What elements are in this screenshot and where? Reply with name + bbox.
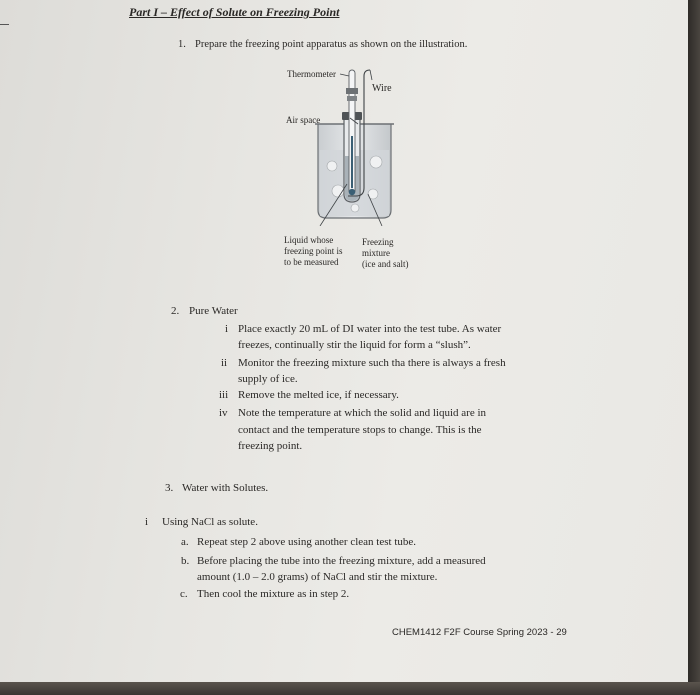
solute-title: Using NaCl as solute. — [162, 516, 258, 528]
solute-item-b-line-2: amount (1.0 – 2.0 grams) of NaCl and stir the mixture. — [197, 571, 438, 583]
step-2-item-iv-line-3: freezing point. — [238, 440, 303, 452]
desk-background-right — [688, 0, 700, 695]
desk-background-bottom — [0, 682, 700, 695]
label-air-space: Air space — [286, 115, 321, 125]
step-2-title: Pure Water — [189, 305, 238, 317]
part-title: Part I – Effect of Solute on Freezing Point — [129, 5, 340, 19]
solute-item-a-number: a. — [181, 536, 189, 548]
solute-item-b-line-1: Before placing the tube into the freezing mixture, add a measured — [197, 555, 486, 567]
apparatus-illustration — [280, 66, 430, 226]
margin-mark — [0, 24, 9, 25]
step-2-item-i-line-2: freezes, continually stir the liquid for form a “slush”. — [238, 339, 471, 351]
solute-item-c-number: c. — [180, 588, 188, 600]
step-2-item-iv-line-2: contact and the temperature stops to change. This is the — [238, 424, 482, 436]
step-3-title: Water with Solutes. — [182, 482, 269, 494]
step-2-item-ii-number: ii — [221, 357, 228, 369]
page-footer: CHEM1412 F2F Course Spring 2023 - 29 — [392, 627, 567, 638]
step-3-number: 3. — [165, 482, 174, 494]
step-2-item-iii-number: iii — [219, 389, 229, 401]
solute-number: i — [145, 516, 149, 528]
step-1-number: 1. — [178, 39, 186, 50]
label-wire: Wire — [372, 83, 392, 94]
label-liquid: Liquid whose freezing point is to be measured — [284, 235, 343, 267]
solute-item-b-number: b. — [181, 555, 190, 567]
step-2-item-iv-number: iv — [219, 407, 228, 419]
step-2-item-i-number: i — [225, 323, 229, 335]
step-2-item-ii-line-2: supply of ice. — [238, 373, 298, 385]
step-2-number: 2. — [171, 305, 180, 317]
solute-item-a-line-1: Repeat step 2 above using another clean test tube. — [197, 536, 417, 548]
label-thermometer: Thermometer — [287, 69, 336, 79]
step-2-item-i-line-1: Place exactly 20 mL of DI water into the test tube. As water — [238, 323, 502, 335]
step-2-item-iii-line-1: Remove the melted ice, if necessary. — [238, 389, 399, 401]
label-freezing-mixture: Freezing mixture (ice and salt) — [362, 237, 409, 269]
step-2-item-ii-line-1: Monitor the freezing mixture such tha there is always a fresh — [238, 357, 506, 369]
step-2-item-iv-line-1: Note the temperature at which the solid and liquid are in — [238, 407, 487, 419]
solute-item-c-line-1: Then cool the mixture as in step 2. — [197, 588, 350, 600]
step-1-text: Prepare the freezing point apparatus as shown on the illustration. — [195, 39, 468, 50]
